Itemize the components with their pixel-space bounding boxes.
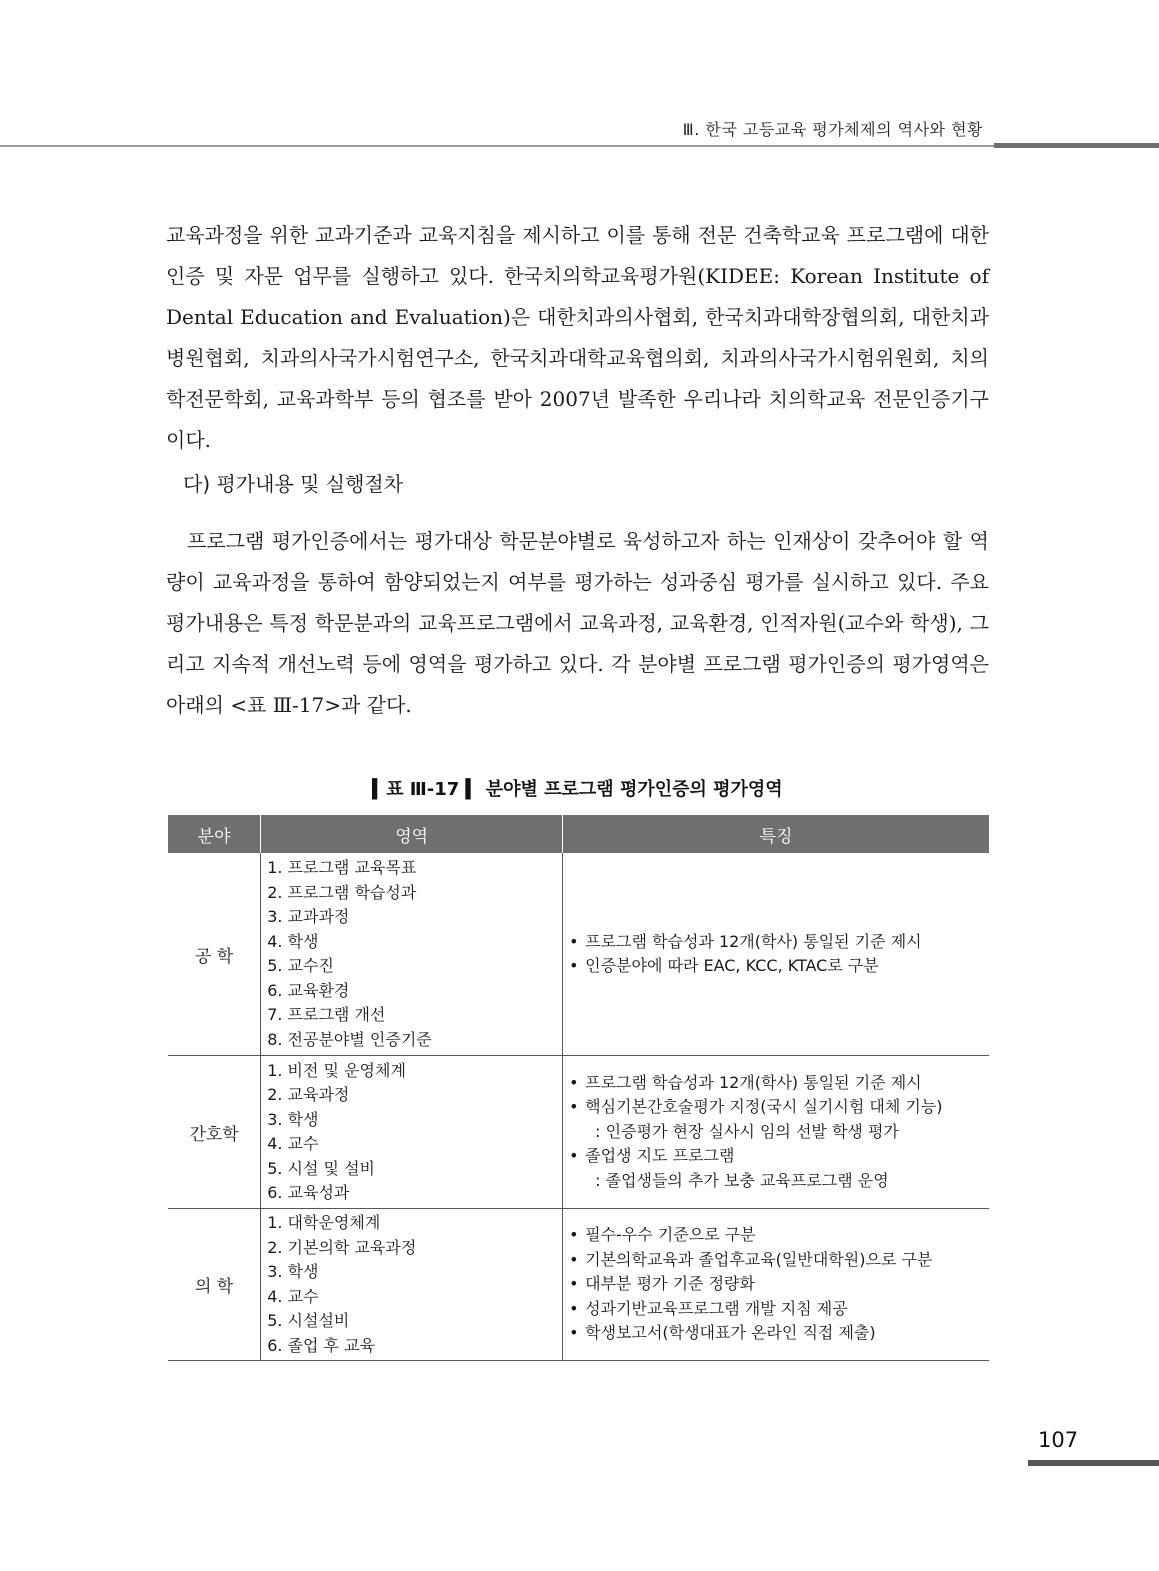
table-row-medicine bbox=[168, 1209, 989, 1361]
table-caption: ▍표 Ⅲ-17 ▍ 분야별 프로그램 평가인증의 평가영역 bbox=[372, 779, 783, 800]
area-item: 4. 학생 bbox=[267, 931, 319, 951]
column-header-area: 영역 bbox=[261, 815, 563, 853]
field-cell: 간호학 bbox=[168, 1056, 261, 1209]
feature-subitem: : 인증평가 현장 실사시 임의 선발 학생 평가 bbox=[595, 1121, 899, 1141]
feature-item: • 인증분야에 따라 EAC, KCC, KTAC로 구분 bbox=[569, 954, 989, 979]
table-row-engineering bbox=[168, 853, 989, 1056]
features-cell bbox=[563, 1056, 989, 1209]
area-item: 5. 시설설비 bbox=[267, 1311, 350, 1330]
feature-subitem: : 졸업생들의 추가 보충 교육프로그램 운영 bbox=[595, 1170, 889, 1190]
area-cell bbox=[261, 853, 563, 1056]
area-item: 6. 교육성과 bbox=[267, 1183, 350, 1202]
area-item: 4. 교수 bbox=[267, 1134, 319, 1153]
feature-item: • 대부분 평가 기준 정량화 bbox=[569, 1272, 989, 1297]
area-item: 3. 학생 bbox=[267, 1109, 319, 1129]
area-item: 3. 교과과정 bbox=[267, 907, 350, 926]
header-rule bbox=[0, 145, 994, 147]
area-item: 4. 교수 bbox=[267, 1286, 319, 1306]
feature-list bbox=[563, 930, 989, 979]
page-number: 107 bbox=[1038, 1428, 1079, 1452]
feature-item: • 핵심기본간호술평가 지정(국시 실기시험 대체 기능) bbox=[569, 1095, 989, 1120]
area-item: 5. 교수진 bbox=[267, 956, 334, 975]
area-item: 1. 비전 및 운영체계 bbox=[267, 1060, 406, 1080]
field-cell: 공 학 bbox=[168, 853, 261, 1056]
feature-item: • 프로그램 학습성과 12개(학사) 통일된 기준 제시 bbox=[569, 930, 989, 955]
feature-item: • 졸업생 지도 프로그램 bbox=[569, 1144, 989, 1169]
area-item: 2. 기본의학 교육과정 bbox=[267, 1237, 417, 1257]
feature-item: • 학생보고서(학생대표가 온라인 직접 제출) bbox=[569, 1321, 989, 1346]
area-cell bbox=[261, 1209, 563, 1361]
table-header-row bbox=[168, 815, 989, 853]
body-paragraph-2 bbox=[166, 521, 989, 726]
area-item: 2. 프로그램 학습성과 bbox=[267, 882, 417, 902]
section-heading: 다) 평가내용 및 실행절차 bbox=[183, 472, 404, 496]
column-header-features: 특징 bbox=[563, 815, 989, 853]
body-paragraph-1 bbox=[166, 215, 989, 461]
features-cell bbox=[563, 853, 989, 1056]
area-item: 1. 대학운영체계 bbox=[267, 1213, 381, 1232]
feature-item: • 성과기반교육프로그램 개발 지침 제공 bbox=[569, 1297, 989, 1322]
field-cell: 의 학 bbox=[168, 1209, 261, 1361]
area-item: 5. 시설 및 설비 bbox=[267, 1158, 375, 1178]
area-list bbox=[261, 854, 562, 1054]
evaluation-area-table bbox=[168, 815, 989, 1361]
paragraph-text: 교육과정을 위한 교과기준과 교육지침을 제시하고 이를 통해 전문 건축학교육 프로그램에 대한 인증 및 자문 업무를 실행하고 있다. 한국치의학교육평가원(KIDEE: Korean Institute of Dental Education and Evaluation)은 대한치과의사협회, 한국치과대학장협의회, 대한치과병원협회, 치과의사국가시험연구소, 한국치과대학교육협의회, 치과의사국가시험위원회, 치의학전문학회, 교육과학부 등의 협조를 받아 2007년 발족한 우리나라 치의학교육 전문인증기구이다. bbox=[166, 223, 989, 452]
feature-item: • 기본의학교육과 졸업후교육(일반대학원)으로 구분 bbox=[569, 1248, 989, 1273]
area-item: 2. 교육과정 bbox=[267, 1085, 350, 1104]
area-item: 1. 프로그램 교육목표 bbox=[267, 858, 417, 877]
feature-item: • 필수-우수 기준으로 구분 bbox=[569, 1223, 989, 1248]
area-item: 8. 전공분야별 인증기준 bbox=[267, 1029, 432, 1049]
column-header-field: 분야 bbox=[168, 815, 261, 853]
table-row-nursing bbox=[168, 1056, 989, 1209]
area-list bbox=[261, 1209, 562, 1360]
feature-item: • 프로그램 학습성과 12개(학사) 통일된 기준 제시 bbox=[569, 1071, 989, 1096]
area-cell bbox=[261, 1056, 563, 1209]
footer-rule bbox=[1028, 1460, 1159, 1466]
header-rule-accent bbox=[994, 143, 1159, 148]
area-list bbox=[261, 1057, 562, 1208]
area-item: 6. 교육환경 bbox=[267, 980, 350, 1000]
paragraph-text: 프로그램 평가인증에서는 평가대상 학문분야별로 육성하고자 하는 인재상이 갖추어야 할 역량이 교육과정을 통하여 함양되었는지 여부를 평가하는 성과중심 평가를 실시하고 있다. 주요 평가내용은 특정 학문분과의 교육프로그램에서 교육과정, 교육환경, 인적자원(교수와 학생), 그리고 지속적 개선노력 등에 영역을 평가하고 있다. 각 분야별 프로그램 평가인증의 평가영역은 아래의 <표 Ⅲ-17>과 같다. bbox=[166, 529, 989, 717]
chapter-header: Ⅲ. 한국 고등교육 평가체제의 역사와 현황 bbox=[682, 120, 983, 139]
area-item: 3. 학생 bbox=[267, 1262, 319, 1281]
area-item: 6. 졸업 후 교육 bbox=[267, 1335, 375, 1355]
feature-list bbox=[563, 1223, 989, 1346]
feature-list bbox=[563, 1071, 989, 1194]
area-item: 7. 프로그램 개선 bbox=[267, 1005, 386, 1024]
features-cell bbox=[563, 1209, 989, 1361]
